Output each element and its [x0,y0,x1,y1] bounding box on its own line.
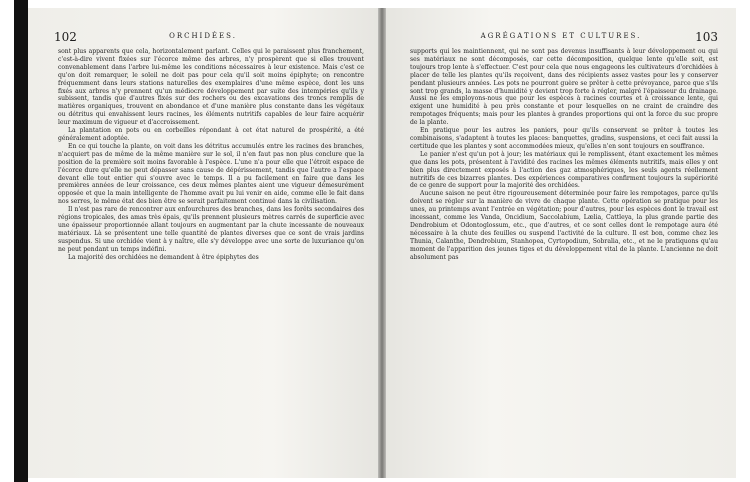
running-head: ORCHIDÉES. [169,32,237,40]
left-page-body [58,48,364,470]
running-head: AGRÉGATIONS ET CULTURES. [480,32,642,40]
right-page-body [410,48,718,470]
left-page-header [28,30,378,44]
book-gutter [378,8,386,478]
right-page-header [386,30,736,44]
page-number: 102 [54,30,77,44]
paragraph: supports qui les maintiennent, qui ne sont pas devenus insuffisants à leur développement ou qui ses matériaux ne sont décomposés, car cette décomposition, quelque lente qu'elle soit, est toujours trop lente à s'effectuer. C'est pour cela que nous engageons les cultivateurs d'orchidées à placer de telle les plantes qu'ils reçoivent, dans des récipients assez vastes pour les y conserver pendant plusieurs années. Les pots ne pourront guère se prêter à cette prévoyance, parce que s'ils sont trop grands, la masse d'humidité y devient trop forte à régler, malgré l'épaisseur du drainage. Aussi ne les employons-nous que pour les espèces à racines courtes et à croissance lente, qui exigent une humidité à peu près constante et pour lesquelles on ne craint de craindre des rempotages fréquents; mais pour les plantes à grandes proportions qui ont la force du suc propre de la plante. [410,48,718,127]
paragraph: Le panier n'est qu'un pot à jour; les matériaux qui le remplissent, étant exactement les mêmes que dans les pots, présentent à l'avidité des racines les mêmes éléments nutritifs, mais elles y ont bien plus directement exposés à l'action des gaz atmosphériques, les seuls agents réellement nutritifs de ces bizarres plantes. Des expériences comparatives confirment toujours la supériorité de ce genre de support pour la majorité des orchidées. [410,150,718,190]
right-page [386,8,736,478]
book-spread [28,8,736,478]
paragraph: En ce qui touche la plante, on voit dans les détritus accumulés entre les racines des branches, n'acquiert pas de même de la même manière sur le sol, il n'en faut pas non plus conclure que la position de la première soit moins favorable à l'espèce. L'une n'a pour elle que l'étroit espace de l'écorce dure qu'elle ne peut dépasser sans cause de dépérissement, tandis que l'autre a l'espace devant elle tout entier qui s'ouvre avec le temps. Il a pu facilement en faire que dans les premières années de leur croissance, ces deux mêmes plantes aient une vigueur démesurément opposée et que la main intelligente de l'homme avait pu lui venir en aide, comme elle le fait dans nos serres, le même état des bien être se serait parfaitement continué dans la civilisation. [58,142,364,206]
paragraph: Aucune saison ne peut être rigoureusement déterminée pour faire les rempotages, parce qu'ils doivent se régler sur la manière de vivre de chaque plante. Cette opération se pratique pour les unes, au printemps avant l'entrée en végétation; pour d'autres, pour les espèces dont le travail est incessant, comme les Vanda, Oncidium, Saccolabium, Lælia, Cattleya, la plus grande partie des Dendrobium et Odontoglossum, etc., que d'autres, et ce sont celles dont le rempotage aura été nécessaire à la chute des feuilles ou suspend l'activité de la culture. Il est bon, comme chez les Thunia, Calanthe, Dendrobium, Stanhopea, Cyrtopodium, Sobralia, etc., et ne le pratiquons qu'au moment de l'apparition des jeunes tiges et du développement vital de la plante. L'ancienne ne doit absolument pas [410,190,718,261]
page-number: 103 [695,30,718,44]
paragraph: La plantation en pots ou en corbeilles répondant à cet état naturel de prospérité, a été généralement adoptée. [58,127,364,142]
paragraph: En pratique pour les autres les paniers, pour qu'ils conservent se prêter à toutes les combinaisons, s'adaptent à toutes les places: banquettes, gradins, suspensions, et ceci fait aussi la certitude que les plantes y sont accommodées mieux, qu'elles n'en sont toujours en souffrance. [410,127,718,150]
left-page [28,8,378,478]
paragraph: La majorité des orchidées ne demandent à être épiphytes des [68,253,259,261]
scan-edge-shadow [14,0,28,482]
paragraph: sont plus apparents que cela, horizontalement parlant. Celles qui le paraissent plus franchement, c'est-à-dire vivent fixées sur l'écorce même des arbres, n'y prospèrent que si elles trouvent convenablement dans l'arbre lui-même les conditions nécessaires à leur existence. Mais c'est ce qu'on doit remarquer, le soleil ne doit pas pour cela qu'il soit moins épiphyte; on rencontre fréquemment dans leurs stations naturelles des exemplaires d'une même espèce, dont les uns fixés aux arbres n'y prennent qu'un médiocre développement par suite des intempéries qu'ils y subissent, tandis que d'autres fixés sur des rochers ou des excavations des troncs remplis de matières organiques, trouvent en abondance et d'une manière plus constante dans les végétaux ou détritus qui envahissent leurs racines, les éléments nutritifs capables de leur faire acquérir leur maximum de vigueur et d'accroissement. [58,48,364,127]
paragraph: Il n'est pas rare de rencontrer aux enfourchures des branches, dans les forêts secondaires des régions tropicales, des amas très épais, qu'ils prennent plusieurs mètres carrés de superficie avec une épaisseur proportionnée allant toujours en augmentant par la chute incessante de nouveaux matériaux. Là se présentent une telle quantité de plantes diverses que ce sont de vrais jardins suspendus. Si une orchidée vient à y naître, elle s'y développe avec une sorte de luxuriance qu'on ne peut pendant un temps indéfini. [58,206,364,253]
